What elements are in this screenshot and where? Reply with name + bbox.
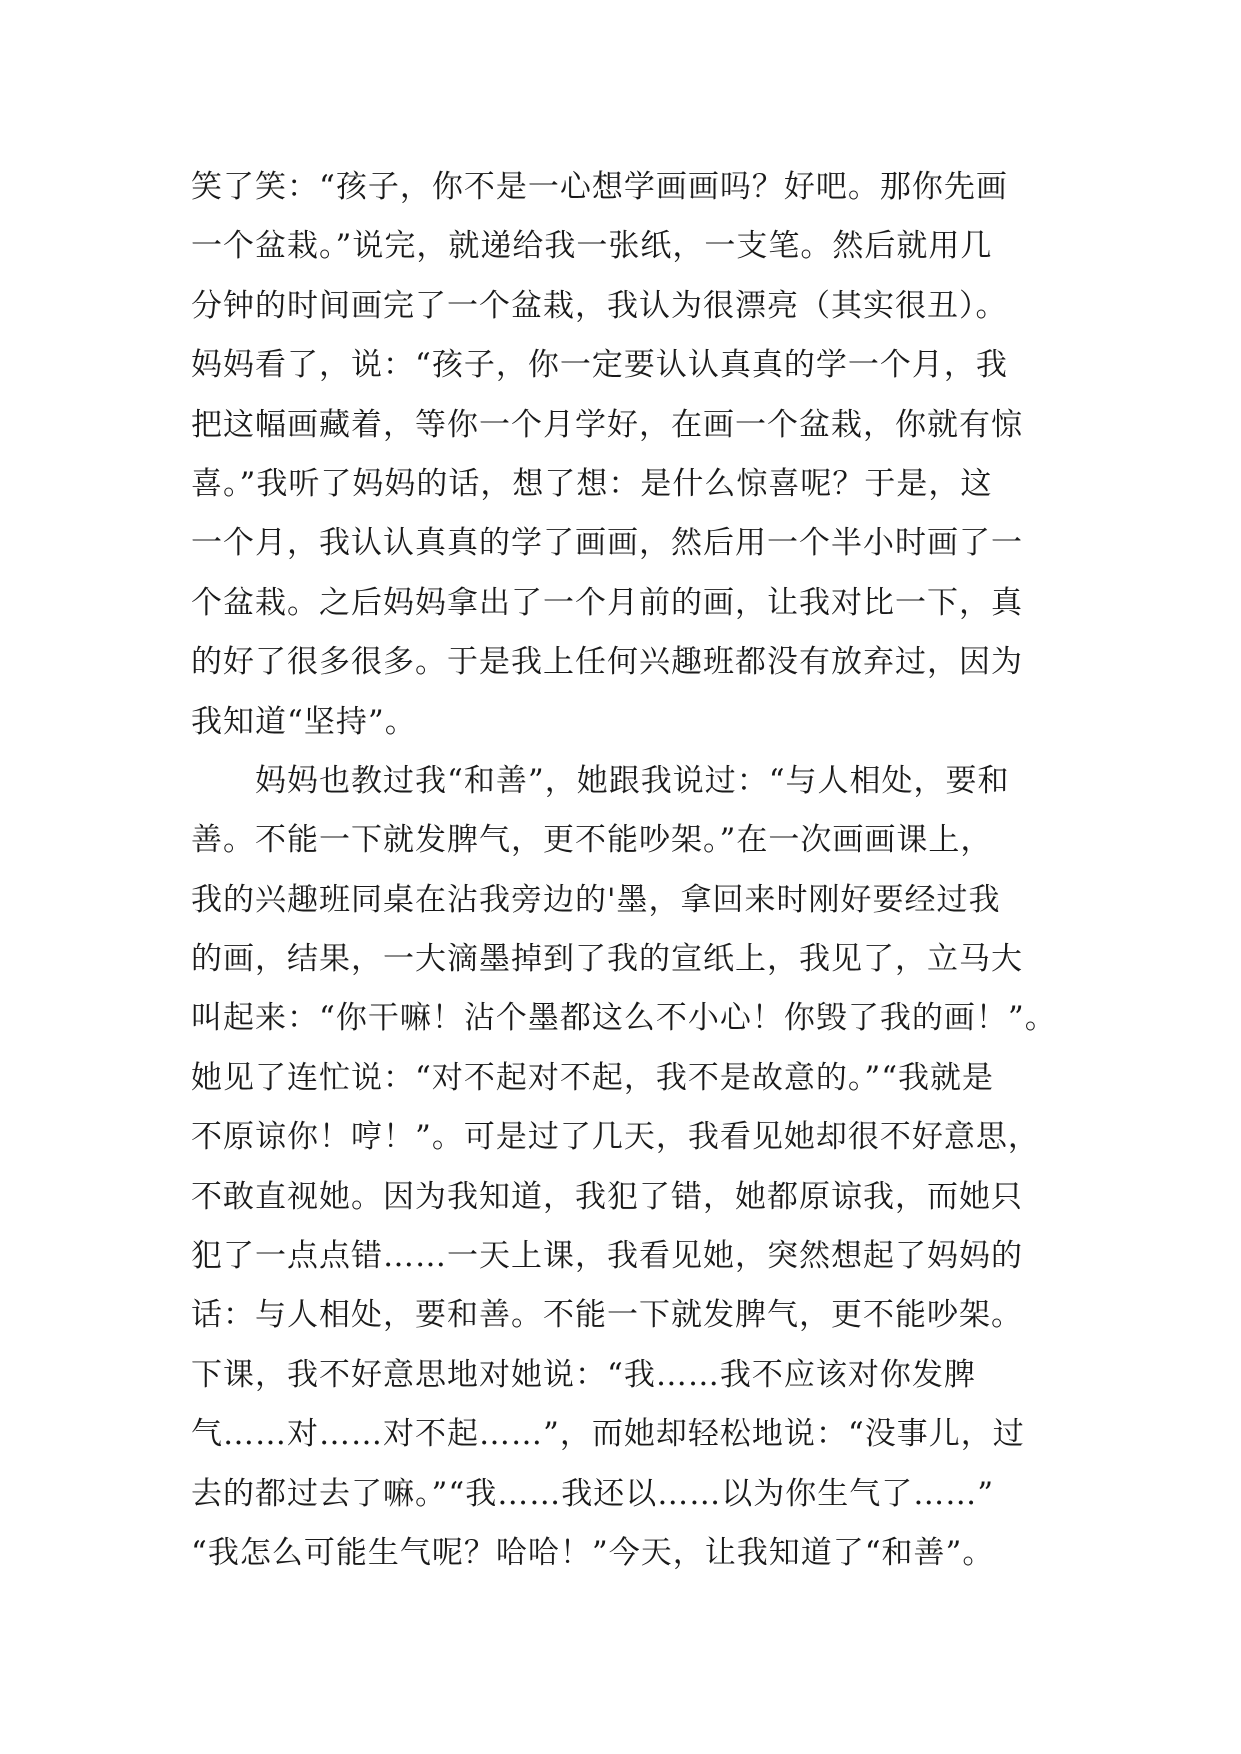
text-line: 气……对……对不起……”，而她却轻松地说：“没事儿，过: [191, 1416, 1025, 1453]
text-line: 一个盆栽。”说完，就递给我一张纸，一支笔。然后就用几: [191, 228, 993, 265]
text-line: 分钟的时间画完了一个盆栽，我认为很漂亮（其实很丑）。: [191, 287, 1008, 324]
text-line: 的好了很多很多。于是我上任何兴趣班都没有放弃过，因为: [191, 644, 1023, 681]
text-line: “我怎么可能生气呢？哈哈！”今天，让我知道了“和善”。: [191, 1534, 995, 1571]
text-line: 个盆栽。之后妈妈拿出了一个月前的画，让我对比一下，真: [191, 584, 1023, 621]
text-line: 她见了连忙说：“对不起对不起，我不是故意的。”“我就是: [191, 1059, 995, 1096]
text-line: 一个月，我认认真真的学了画画，然后用一个半小时画了一: [191, 525, 1023, 562]
text-line: 妈妈看了，说：“孩子，你一定要认认真真的学一个月，我: [191, 347, 1008, 384]
text-line: 去的都过去了嘛。”“我……我还以……以为你生气了……”: [191, 1475, 995, 1512]
text-line: 不敢直视她。因为我知道，我犯了错，她都原谅我，而她只: [191, 1178, 1023, 1215]
text-line: 犯了一点点错……一天上课，我看见她，突然想起了妈妈的: [191, 1238, 1023, 1275]
text-line: 话：与人相处，要和善。不能一下就发脾气，更不能吵架。: [191, 1297, 1023, 1334]
text-line: 叫起来：“你干嘛！沾个墨都这么不小心！你毁了我的画！”。: [191, 1000, 1057, 1037]
paragraph-start-line: 妈妈也教过我“和善”，她跟我说过：“与人相处，要和: [255, 762, 1010, 799]
text-line: 笑了笑：“孩子，你不是一心想学画画吗？好吧。那你先画: [191, 169, 1008, 205]
text-line: 把这幅画藏着，等你一个月学好，在画一个盆栽，你就有惊: [191, 406, 1023, 443]
text-line: 下课，我不好意思地对她说：“我……我不应该对你发脾: [191, 1356, 976, 1393]
text-line: 不原谅你！哼！”。可是过了几天，我看见她却很不好意思，: [191, 1119, 1040, 1156]
text-line: 我知道“坚持”。: [191, 703, 417, 740]
text-line: 善。不能一下就发脾气，更不能吵架。”在一次画画课上，: [191, 822, 993, 859]
text-line: 的画，结果，一大滴墨掉到了我的宣纸上，我见了，立马大: [191, 941, 1023, 978]
text-line: 我的兴趣班同桌在沾我旁边的'墨，拿回来时刚好要经过我: [191, 881, 1001, 918]
text-line: 喜。”我听了妈妈的话，想了想：是什么惊喜呢？于是，这: [191, 465, 993, 502]
essay-body: [191, 158, 1091, 1583]
